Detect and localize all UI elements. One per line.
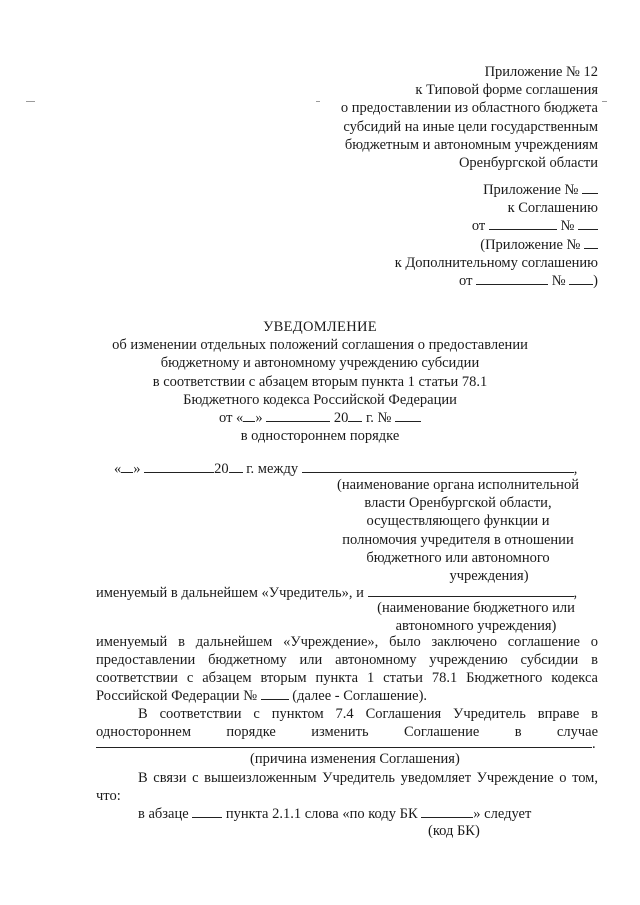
- blank-field: [348, 409, 362, 422]
- blank-field: [569, 272, 593, 285]
- label: «: [114, 461, 122, 477]
- label: ): [593, 273, 598, 290]
- blank-field: [584, 236, 598, 249]
- document-title: УВЕДОМЛЕНИЕ: [263, 319, 377, 335]
- blank-field: [476, 272, 548, 285]
- label: .: [592, 736, 596, 752]
- title-block: [70, 318, 570, 445]
- conclusion-last-line: [96, 687, 427, 705]
- note-line: (наименование бюджетного или: [377, 600, 575, 616]
- scan-mark: [602, 101, 607, 102]
- label: ,: [573, 585, 578, 601]
- label: от: [459, 273, 473, 290]
- blank-field: [266, 409, 330, 422]
- label: »: [255, 410, 263, 427]
- agreement-number-field: [261, 687, 289, 700]
- blank-field: [144, 460, 214, 473]
- clause-line-1: В соответствии с пунктом 7.4 Соглашения Учредитель вправе в: [138, 706, 598, 722]
- note-line: автономного учреждения): [395, 618, 557, 635]
- note-line: осуществляющего функции и: [366, 513, 550, 530]
- notify-line: В связи с вышеизложенным Учредитель уведомляет Учреждение о том,: [138, 770, 598, 786]
- mode-line: в одностороннем порядке: [240, 428, 400, 445]
- founder-note: [330, 476, 586, 585]
- label: г. между: [246, 461, 299, 477]
- label: (Приложение №: [480, 236, 581, 253]
- code-note: (код БК): [428, 823, 480, 839]
- blank-field: [229, 460, 243, 473]
- conclusion-paragraph: [96, 633, 598, 688]
- paragraph-number-field: [192, 805, 222, 818]
- label: Приложение №: [483, 182, 579, 198]
- title-line: Бюджетного кодекса Российской Федерации: [183, 391, 457, 408]
- label: Российской Федерации №: [96, 688, 258, 704]
- blank-field: [395, 409, 421, 422]
- appendix-line: бюджетным и автономным учреждениям: [344, 136, 598, 153]
- reason-note: (причина изменения Соглашения): [250, 751, 460, 767]
- appendix-header: [341, 63, 598, 172]
- title-date-line: [70, 409, 570, 427]
- agreement-label: к Соглашению: [507, 200, 598, 217]
- note-line: учреждения): [449, 568, 529, 585]
- notify-continuation: что:: [96, 788, 121, 804]
- label: №: [560, 218, 575, 235]
- founder-name-field: [302, 460, 574, 473]
- clause-line-2: одностороннем порядке изменить Соглашение в случае: [96, 724, 598, 740]
- additional-appendix-line: [395, 236, 598, 254]
- appendix-line: Приложение № 12: [484, 64, 598, 80]
- paragraph-change-line: [138, 805, 531, 823]
- label: в абзаце: [138, 806, 189, 822]
- note-line: бюджетного или автономного: [366, 549, 550, 566]
- label: 20: [333, 410, 349, 427]
- note-line: полномочия учредителя в отношении: [342, 531, 574, 548]
- blank-field: [489, 217, 557, 230]
- body-line: именуемый в дальнейшем «Учреждение», было заключено соглашение о: [96, 634, 598, 650]
- body-line: предоставлении бюджетному или автономному учреждению субсидии в: [96, 652, 598, 669]
- agreement-reference: [395, 181, 598, 290]
- institution-name-field: [368, 584, 574, 597]
- label: г. №: [365, 410, 392, 427]
- label: (далее - Соглашение).: [292, 688, 428, 704]
- blank-field: [582, 181, 598, 194]
- additional-date-line: [395, 272, 598, 290]
- agreement-appendix-line: [395, 181, 598, 199]
- agreement-date-line: [395, 217, 598, 235]
- label: ,: [573, 461, 578, 477]
- body-line: соответствии с абзацем вторым пункта 1 статьи 78.1 Бюджетного кодекса: [96, 670, 598, 687]
- note-line: (наименование органа исполнительной: [337, 477, 579, 493]
- title-line: об изменении отдельных положений соглашения о предоставлении: [112, 337, 528, 354]
- label: от: [471, 218, 486, 235]
- label: №: [551, 273, 566, 290]
- label: » следует: [473, 806, 532, 822]
- appendix-line: о предоставлении из областного бюджета: [340, 100, 598, 117]
- bk-code-field: [421, 805, 473, 818]
- label: именуемый в дальнейшем «Учредитель», и: [96, 585, 364, 601]
- scan-mark: [26, 101, 35, 102]
- blank-field: [121, 460, 133, 473]
- label: »: [133, 461, 141, 477]
- blank-field: [578, 217, 598, 230]
- label: 20: [214, 461, 229, 477]
- appendix-line: субсидий на иные цели государственным: [343, 118, 598, 135]
- additional-agreement-label: к Дополнительному соглашению: [394, 254, 598, 271]
- reason-field: [96, 735, 592, 748]
- note-line: власти Оренбургской области,: [364, 495, 552, 512]
- appendix-line: Оренбургской области: [458, 155, 598, 172]
- label: пункта 2.1.1 слова «по коду БК: [225, 806, 418, 822]
- scan-mark: [316, 101, 320, 102]
- title-line: в соответствии с абзацем вторым пункта 1 статьи 78.1: [152, 373, 488, 390]
- institution-note: [366, 599, 586, 635]
- title-line: бюджетному и автономному учреждению субсидии: [160, 355, 480, 372]
- appendix-line: к Типовой форме соглашения: [415, 82, 598, 99]
- label: от «: [219, 410, 244, 427]
- blank-field: [243, 409, 255, 422]
